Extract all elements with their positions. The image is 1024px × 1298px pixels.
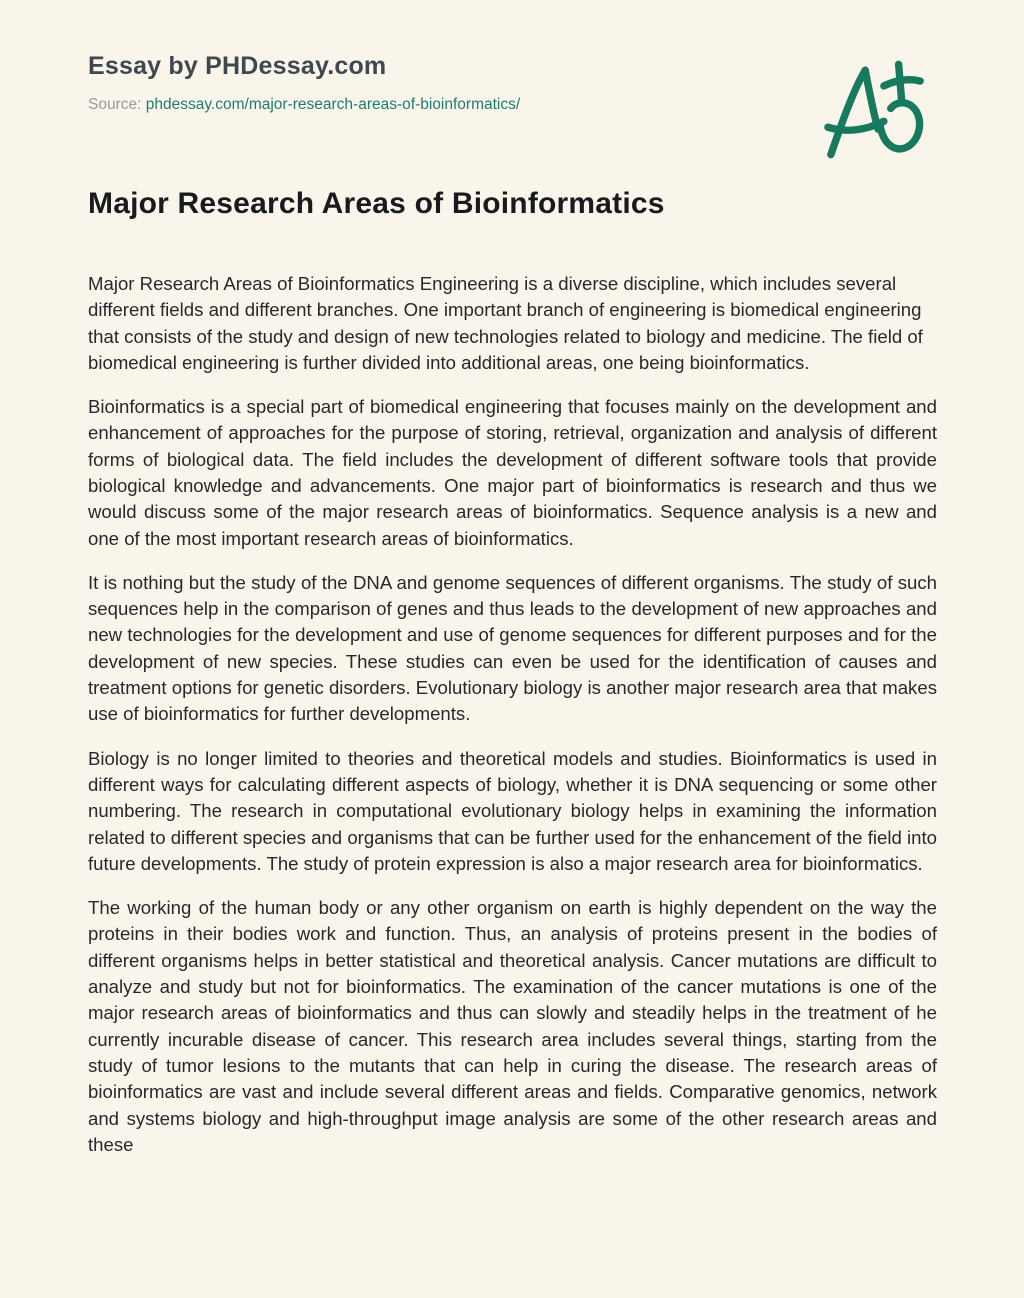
essay-paragraph-2: Bioinformatics is a special part of biomedical engineering that focuses mainly on the development and enhancement of approaches for the purpose of storing, retrieval, organization and analysis of different forms of biological data. The field includes the development of different software tools that provide biological knowledge and advancements. One major part of bioinformatics is research and thus we would discuss some of the major research areas of bioinformatics. Sequence analysis is a new and one of the most important research areas of bioinformatics. bbox=[88, 396, 937, 549]
brand-title: Essay by PHDessay.com bbox=[88, 52, 387, 80]
source-line bbox=[88, 95, 937, 116]
essay-body bbox=[88, 271, 937, 1158]
a-plus-logo-icon bbox=[823, 58, 931, 162]
essay-paragraph-4: Biology is no longer limited to theories and theoretical models and studies. Bioinformatics is used in different ways for calculating different aspects of biology, whether it is DNA sequencing or some other numbering. The research in computational evolutionary biology helps in examining the information related to different species and organisms that can be further used for the enhancement of the field into future developments. The study of protein expression is also a major research area for bioinformatics. bbox=[88, 747, 937, 874]
source-link[interactable]: phdessay.com/major-research-areas-of-bioinformatics/ bbox=[145, 95, 521, 113]
document-header bbox=[88, 53, 937, 115]
essay-paragraph-3: It is nothing but the study of the DNA and genome sequences of different organisms. The study of such sequences help in the comparison of genes and thus leads to the development of new approaches and new technologies for the development and use of genome sequences for different purposes and for the development of new species. These studies can even be used for the identification of causes and treatment options for genetic disorders. Evolutionary biology is another major research area that makes use of bioinformatics for further developments. bbox=[88, 571, 937, 725]
essay-paragraph-1: Major Research Areas of Bioinformatics Engineering is a diverse discipline, which includes several different fields and different branches. One important branch of engineering is biomedical engineering that consists of the study and design of new technologies related to biology and medicine. The field of biomedical engineering is further divided into additional areas, one being bioinformatics. bbox=[88, 272, 923, 373]
document-title: Major Research Areas of Bioinformatics bbox=[88, 187, 665, 221]
bottom-clip-mask bbox=[0, 1252, 1024, 1298]
source-label: Source: bbox=[88, 95, 142, 113]
essay-paragraph-5: The working of the human body or any other organism on earth is highly dependent on the way the proteins in their bodies work and function. Thus, an analysis of proteins present in the bodies of different organisms helps in better statistical and theoretical analysis. Cancer mutations are difficult to analyze and study but not for bioinformatics. The examination of the cancer mutations is one of the major research areas of bioinformatics and thus can slowly and steadily helps in the treatment of he currently incurable disease of cancer. This research area includes several things, starting from the study of tumor lesions to the mutants that can help in curing the disease. The research areas of bioinformatics are vast and include several different areas and fields. Comparative genomics, network and systems biology and high-throughput image analysis are some of the other research areas and these bbox=[88, 897, 937, 1155]
